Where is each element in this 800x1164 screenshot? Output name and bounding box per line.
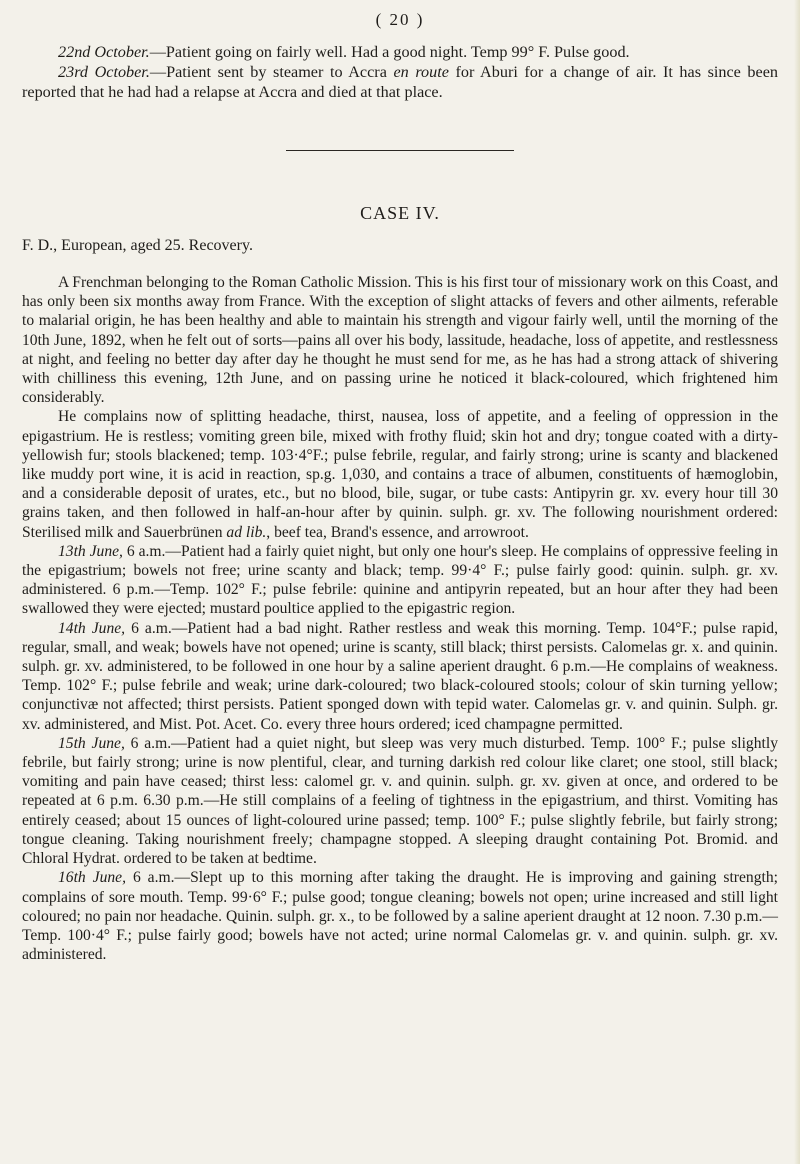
entry-text: —Patient sent by steamer to Accra	[149, 63, 394, 81]
paragraph-13-june	[22, 542, 778, 619]
entry-date: 15th June,	[58, 734, 125, 752]
paragraph-15-june	[22, 734, 778, 868]
paragraph-complaints	[22, 407, 778, 541]
section-divider	[286, 150, 514, 151]
paragraph-14-june	[22, 619, 778, 734]
entry-date: 22nd October.	[58, 43, 150, 61]
entry-italic: en route	[393, 63, 449, 81]
entry-text: 6 a.m.—Patient had a quiet night, but sleep was very much disturbed. Temp. 100° F.; pulse slightly febrile, but fairly strong; urine is now plentiful, clear, and turning darkish red colour like claret; one stool, still black; vomiting and pain have ceased; thirst less: calomel gr. v. and quinin. sulph. gr. xv. given at once, and ordered to be repeated at 6 p.m. 6.30 p.m.—He still complains of a feeling of tightness in the epigastrium, and thirst. Vomiting has entirely ceased; about 15 ounces of light-coloured urine passed; temp. 100° F.; pulse slightly febrile, but fairly strong; tongue cleaning. Taking nourishment freely; champagne stopped. A sleeping draught containing Pot. Bromid. and Chloral Hydrat. ordered to be taken at bedtime.	[22, 734, 778, 868]
entry-text: 6 a.m.—Patient had a bad night. Rather restless and weak this morning. Temp. 104°F.; pulse rapid, regular, small, and weak; bowels have not opened; urine is scanty, still black; thirst persists. Calomelas gr. x. and quinin. sulph. gr. xv. administered, to be followed in one hour by a saline aperient draught. 6 p.m.—He complains of weakness. Temp. 102° F.; pulse febrile and weak; urine dark-coloured; two black-coloured stools; colour of skin turning yellow; conjunctivæ not affected; thirst persists. Patient sponged down with tepid water. Calomelas gr. v. and quinin. Sulph. gr. xv. administered, and Mist. Pot. Acet. Co. every three hours ordered; iced champagne permitted.	[22, 619, 778, 733]
paragraph-text: He complains now of splitting headache, thirst, nausea, loss of appetite, and a feeling of oppression in the epigastrium. He is restless; vomiting green bile, mixed with frothy fluid; skin hot and dry; tongue coated with a dirty-yellowish fur; stools blackened; temp. 103·4°F.; pulse febrile, regular, and fairly strong; urine is scanty and blackened like muddy port wine, it is acid in reaction, sp.g. 1,030, and contains a trace of albumen, constituents of hæmoglobin, and a considerable deposit of urates, etc., but no blood, bile, sugar, or tube casts: Antipyrin gr. xv. every hour till 30 grains taken, and then followed in half-an-hour after by quinin. sulph. gr. xv. The following nourishment ordered: Sterilised milk and Sauerbrünen	[22, 408, 778, 541]
paragraph-16-june	[22, 868, 778, 964]
entry-date: 23rd October.	[58, 63, 150, 81]
entry-text: for Aburi for a change of air. It has since been reported that he had had a relapse at Accra and died at that place.	[22, 63, 778, 101]
page-number: ( 20 )	[375, 10, 425, 29]
entry-date: 16th June,	[58, 869, 126, 887]
document-page	[22, 42, 778, 964]
entry-22-october	[22, 42, 778, 62]
intro-section	[22, 42, 778, 102]
paragraph-history: A Frenchman belonging to the Roman Catholic Mission. This is his first tour of missionary work on this Coast, and has only been six months away from France. With the exception of slight attacks of fevers and other ailments, referable to malarial origin, he has been healthy and able to maintain his strength and vigour fairly well, until the morning of the 10th June, 1892, when he felt out of sorts—pains all over his body, lassitude, headache, loss of appetite, and restlessness at night, and feeling no better day after day he thought he must send for me, as he has had a strong attack of shivering with chilliness this evening, 12th June, and on passing urine he noticed it black-coloured, which frightened him considerably.	[22, 274, 779, 407]
entry-text: 6 a.m.—Patient had a fairly quiet night, but only one hour's sleep. He complains of oppressive feeling in the epigastrium; bowels not free; urine scanty and black; temp. 99·4° F.; pulse fairly good: quinin. sulph. gr. xv. administered. 6 p.m.—Temp. 102° F.; pulse febrile: quinine and antipyrin repeated, but an hour after they had been swallowed they were ejected; mustard poultice applied to the epigastric region.	[22, 542, 778, 618]
entry-date: 14th June,	[58, 619, 126, 637]
entry-text: 6 a.m.—Slept up to this morning after taking the draught. He is improving and gaining strength; complains of sore mouth. Temp. 99·6° F.; pulse good; tongue cleaning; bowels not open; urine increased and still light coloured; no pain nor headache. Quinin. sulph. gr. x., to be followed by a saline aperient draught at 12 noon. 7.30 p.m.—Temp. 100·4° F.; pulse fairly good; bowels have not acted; urine normal Calomelas gr. v. and quinin. sulph. gr. xv. administered.	[22, 869, 778, 964]
case-title: CASE IV.	[360, 203, 440, 223]
patient-line: F. D., European, aged 25. Recovery.	[22, 237, 253, 254]
paragraph-italic: ad lib.	[226, 523, 267, 541]
page-edge-shading	[794, 0, 800, 1164]
entry-23-october	[22, 62, 778, 102]
entry-date: 13th June,	[58, 542, 123, 560]
paragraph-text: , beef tea, Brand's essence, and arrowroot.	[266, 523, 529, 541]
entry-text: —Patient going on fairly well. Had a good night. Temp 99° F. Pulse good.	[149, 43, 630, 61]
